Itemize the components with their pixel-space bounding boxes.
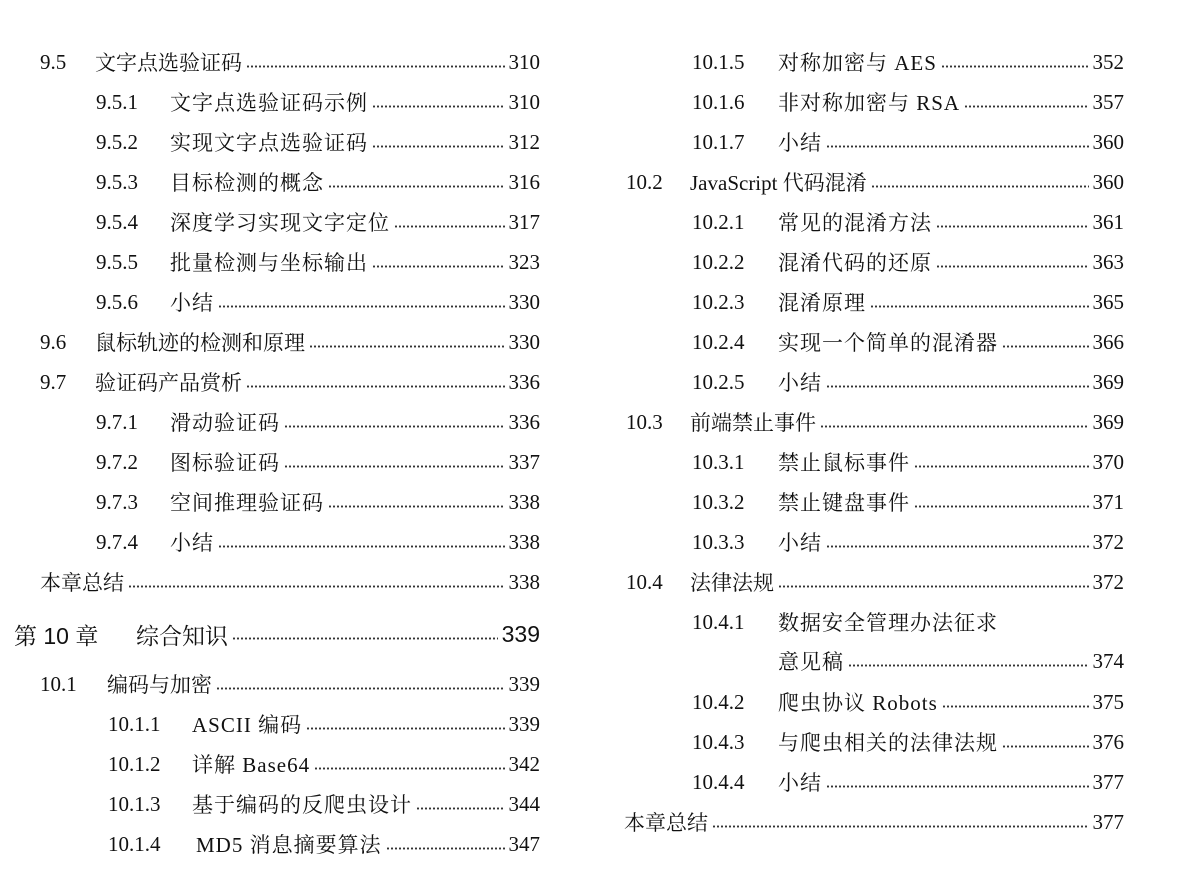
entry-title: 禁止鼠标事件 [778,451,910,475]
toc-chapter-entry[interactable] [14,614,540,654]
toc-entry[interactable] [692,282,1124,322]
entry-number: 10.2.4 [692,329,745,354]
toc-entry[interactable] [96,162,540,202]
entry-title: 详解 Base64 [192,753,311,777]
leader-dots [306,727,504,730]
entry-title: 目标检测的概念 [170,171,324,195]
entry-number: 10.2.3 [692,289,745,314]
leader-dots [394,225,505,228]
entry-number: 10.1.2 [108,751,161,776]
entry-title: 鼠标轨迹的检测和原理 [95,331,305,355]
entry-title: 常见的混淆方法 [778,211,932,235]
entry-title: 编码与加密 [107,673,212,697]
toc-entry[interactable] [108,744,540,784]
entry-number: 9.5.3 [96,169,138,194]
entry-number: 9.7 [40,369,67,394]
toc-entry[interactable] [692,682,1124,722]
entry-number: 10.4 [626,569,663,594]
entry-title: 对称加密与 AES [778,51,937,75]
entry-title: 文字点选验证码示例 [170,91,368,115]
leader-dots [284,425,505,428]
leader-dots [372,265,505,268]
toc-entry[interactable] [96,202,540,242]
entry-number: 9.5.4 [96,209,138,234]
entry-number: 10.4.1 [692,609,745,634]
entry-title: 混淆原理 [778,291,866,315]
entry-number: 9.7.2 [96,449,138,474]
entry-number: 9.5.1 [96,89,138,114]
entry-page: 377 [1092,809,1124,834]
entry-page: 339 [508,671,540,696]
leader-dots [314,767,504,770]
leader-dots [246,65,505,68]
entry-title: 验证码产品赏析 [95,371,242,395]
leader-dots [328,185,505,188]
leader-dots [218,305,505,308]
toc-entry[interactable] [40,562,540,602]
entry-page: 369 [1092,409,1124,434]
entry-number: 10.2.5 [692,369,745,394]
toc-entry[interactable] [108,704,540,744]
entry-number: 10.4.4 [692,769,745,794]
entry-page: 310 [508,49,540,74]
entry-number: 10.1.3 [108,791,161,816]
leader-dots [914,465,1089,468]
toc-entry[interactable] [692,202,1124,242]
leader-dots [712,825,1089,828]
toc-entry[interactable] [626,402,1124,442]
entry-number: 10.1.5 [692,49,745,74]
leader-dots [372,145,505,148]
entry-page: 357 [1092,89,1124,114]
entry-page: 336 [508,369,540,394]
entry-page: 330 [508,329,540,354]
entry-title: 意见稿 [778,650,844,674]
toc-entry[interactable] [626,162,1124,202]
entry-page: 374 [1092,648,1124,673]
entry-title: MD5 消息摘要算法 [196,833,382,857]
entry-title: 基于编码的反爬虫设计 [192,793,412,817]
entry-title: 空间推理验证码 [170,491,324,515]
entry-number: 10.2.1 [692,209,745,234]
leader-dots [128,585,505,588]
entry-title: 小结 [170,291,214,315]
leader-dots [232,637,498,640]
entry-number: 10.1.6 [692,89,745,114]
toc-entry[interactable] [692,442,1124,482]
entry-title: 前端禁止事件 [690,411,816,435]
leader-dots [826,785,1089,788]
entry-title: JavaScript 代码混淆 [690,171,867,195]
leader-dots [942,705,1089,708]
entry-page: 344 [508,791,540,816]
chapter-title: 综合知识 [136,622,228,649]
entry-page: 339 [501,620,540,647]
leader-dots [826,145,1089,148]
leader-dots [848,664,1089,667]
toc-entry[interactable] [96,402,540,442]
toc-entry[interactable] [96,282,540,322]
leader-dots [936,265,1089,268]
entry-page: 372 [1092,569,1124,594]
entry-number: 9.5.5 [96,249,138,274]
toc-entry[interactable] [692,722,1124,762]
entry-number: 10.4.2 [692,689,745,714]
entry-page: 312 [508,129,540,154]
entry-number: 10.3.1 [692,449,745,474]
leader-dots [1002,745,1089,748]
toc-entry[interactable] [692,122,1124,162]
entry-number: 10.1.4 [108,831,161,856]
entry-page: 317 [508,209,540,234]
entry-title: 与爬虫相关的法律法规 [778,731,998,755]
entry-page: 360 [1092,169,1124,194]
leader-dots [826,545,1089,548]
entry-number: 9.5.6 [96,289,138,314]
toc-entry[interactable] [40,664,540,704]
entry-title: 小结 [778,371,822,395]
entry-page: 365 [1092,289,1124,314]
leader-dots [309,345,505,348]
toc-entry[interactable] [692,602,1124,642]
entry-page: 363 [1092,249,1124,274]
toc-entry[interactable] [96,242,540,282]
toc-entry[interactable] [624,802,1124,842]
entry-title: 数据安全管理办法征求 [778,611,998,635]
entry-page: 342 [508,751,540,776]
leader-dots [936,225,1089,228]
leader-dots [416,807,505,810]
entry-page: 338 [508,489,540,514]
entry-number: 10.3 [626,409,663,434]
leader-dots [218,545,505,548]
entry-number: 10.1.7 [692,129,745,154]
leader-dots [870,305,1089,308]
leader-dots [372,105,505,108]
toc-entry[interactable] [692,522,1124,562]
toc-entry[interactable] [40,42,540,82]
entry-title: 本章总结 [624,811,708,835]
toc-entry[interactable] [692,322,1124,362]
entry-number: 10.3.2 [692,489,745,514]
leader-dots [914,505,1089,508]
toc-entry[interactable] [692,762,1124,802]
leader-dots [386,847,505,850]
toc-entry[interactable] [108,824,540,864]
leader-dots [871,185,1089,188]
entry-title: 小结 [778,531,822,555]
toc-entry[interactable] [40,362,540,402]
entry-number: 9.5 [40,49,67,74]
entry-page: 310 [508,89,540,114]
entry-page: 323 [508,249,540,274]
entry-title: 深度学习实现文字定位 [170,211,390,235]
entry-page: 372 [1092,529,1124,554]
toc-entry[interactable] [692,82,1124,122]
entry-page: 338 [508,569,540,594]
toc-entry[interactable] [96,82,540,122]
entry-title: 混淆代码的还原 [778,251,932,275]
entry-title: 文字点选验证码 [95,51,242,75]
entry-page: 336 [508,409,540,434]
leader-dots [216,687,505,690]
entry-number: 9.7.4 [96,529,138,554]
entry-page: 338 [508,529,540,554]
leader-dots [284,465,505,468]
toc-entry[interactable] [692,482,1124,522]
entry-page: 339 [508,711,540,736]
entry-title: 实现一个简单的混淆器 [778,331,998,355]
entry-page: 360 [1092,129,1124,154]
entry-title: 实现文字点选验证码 [170,131,368,155]
toc-entry[interactable] [626,562,1124,602]
entry-page: 377 [1092,769,1124,794]
entry-number: 10.3.3 [692,529,745,554]
entry-page: 361 [1092,209,1124,234]
entry-page: 369 [1092,369,1124,394]
chapter-number: 第 10 章 [14,622,99,649]
leader-dots [246,385,505,388]
toc-entry[interactable] [96,522,540,562]
entry-page: 352 [1092,49,1124,74]
toc-entry[interactable] [692,362,1124,402]
entry-page: 330 [508,289,540,314]
entry-title: 禁止键盘事件 [778,491,910,515]
toc-entry[interactable] [96,122,540,162]
entry-page: 370 [1092,449,1124,474]
toc-entry[interactable] [40,322,540,362]
entry-number: 9.5.2 [96,129,138,154]
leader-dots [820,425,1089,428]
entry-page: 347 [508,831,540,856]
entry-title: 滑动验证码 [170,411,280,435]
leader-dots [964,105,1088,108]
entry-number: 9.6 [40,329,67,354]
entry-number: 10.1 [40,671,77,696]
entry-page: 316 [508,169,540,194]
toc-entry[interactable] [692,42,1124,82]
toc-entry[interactable] [108,784,540,824]
entry-number: 10.4.3 [692,729,745,754]
entry-number: 9.7.3 [96,489,138,514]
entry-title: 批量检测与坐标输出 [170,251,368,275]
entry-title: 小结 [170,531,214,555]
entry-title: 爬虫协议 Robots [778,691,938,715]
entry-title: 法律法规 [690,571,774,595]
entry-page: 375 [1092,689,1124,714]
entry-page: 376 [1092,729,1124,754]
entry-number: 10.1.1 [108,711,161,736]
leader-dots [826,385,1089,388]
entry-page: 366 [1092,329,1124,354]
entry-title: 非对称加密与 RSA [778,91,961,115]
leader-dots [941,65,1089,68]
entry-number: 10.2.2 [692,249,745,274]
leader-dots [328,505,505,508]
toc-entry[interactable] [96,442,540,482]
entry-title: 小结 [778,771,822,795]
entry-title: 本章总结 [40,571,124,595]
entry-page: 371 [1092,489,1124,514]
entry-page: 337 [508,449,540,474]
leader-dots [778,585,1089,588]
entry-title: ASCII 编码 [192,713,303,737]
entry-title: 小结 [778,131,822,155]
entry-number: 10.2 [626,169,663,194]
toc-entry[interactable] [692,242,1124,282]
toc-entry-continuation[interactable] [778,641,1124,681]
toc-entry[interactable] [96,482,540,522]
entry-number: 9.7.1 [96,409,138,434]
leader-dots [1002,345,1089,348]
entry-title: 图标验证码 [170,451,280,475]
